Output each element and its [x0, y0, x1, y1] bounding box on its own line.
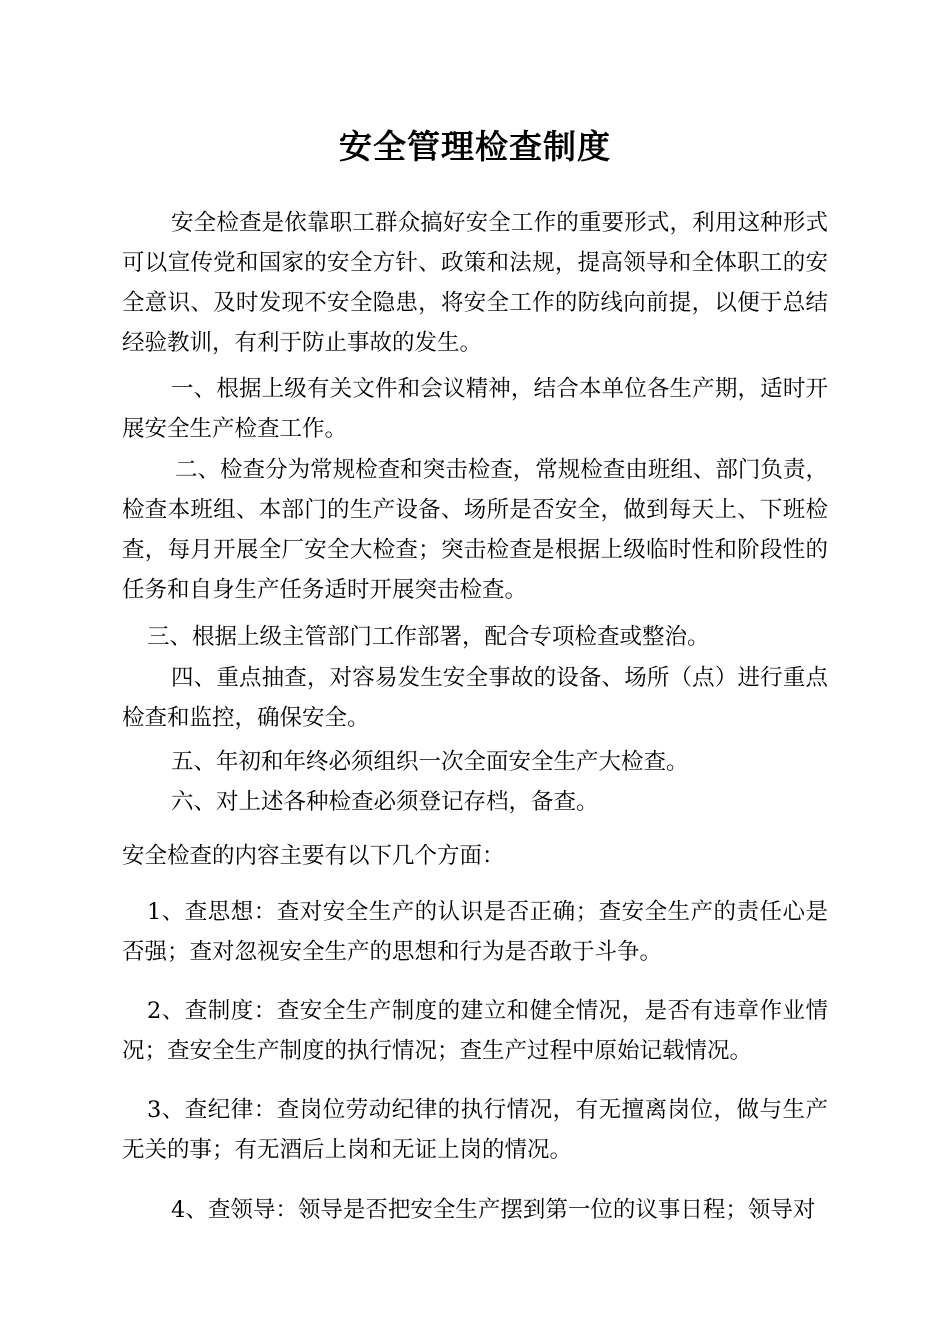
rule-2-paragraph: 二、检查分为常规检查和突击检查，常规检查由班组、部门负责，检查本班组、本部门的生产设备、场所是否安全，做到每天上、下班检查，每月开展全厂安全大检查；突击检查是根据上级临时性和阶段性的任务和自身生产任务适时开展突击检查。 [122, 457, 828, 603]
aspects-intro-paragraph: 安全检查的内容主要有以下几个方面： [122, 843, 505, 869]
aspect-1-paragraph: 1、查思想：查对安全生产的认识是否正确；查安全生产的责任心是否强；查对忽视安全生产的思想和行为是否敢于斗争。 [122, 899, 828, 965]
document-title: 安全管理检查制度 [339, 127, 611, 167]
rule-4-paragraph: 四、重点抽查，对容易发生安全事故的设备、场所（点）进行重点检查和监控，确保安全。 [122, 665, 828, 731]
aspect-4-paragraph: 4、查领导：领导是否把安全生产摆到第一位的议事日程；领导对 [171, 1197, 816, 1223]
rule-6-paragraph: 六、对上述各种检查必须登记存档，备查。 [171, 789, 599, 815]
aspect-3-paragraph: 3、查纪律：查岗位劳动纪律的执行情况，有无擅离岗位，做与生产无关的事；有无酒后上岗和无证上岗的情况。 [122, 1097, 828, 1163]
intro-paragraph: 安全检查是依靠职工群众搞好安全工作的重要形式，利用这种形式可以宣传党和国家的安全方针、政策和法规，提高领导和全体职工的安全意识、及时发现不安全隐患，将安全工作的防线向前提，以便于总结经验教训，有利于防止事故的发生。 [122, 210, 828, 356]
aspect-2-paragraph: 2、查制度：查安全生产制度的建立和健全情况，是否有违章作业情况；查安全生产制度的执行情况；查生产过程中原始记载情况。 [122, 998, 828, 1064]
rule-5-paragraph: 五、年初和年终必须组织一次全面安全生产大检查。 [171, 749, 689, 775]
rule-3-paragraph: 三、根据上级主管部门工作部署，配合专项检查或整治。 [147, 624, 710, 650]
rule-1-paragraph: 一、根据上级有关文件和会议精神，结合本单位各生产期，适时开展安全生产检查工作。 [122, 376, 828, 442]
